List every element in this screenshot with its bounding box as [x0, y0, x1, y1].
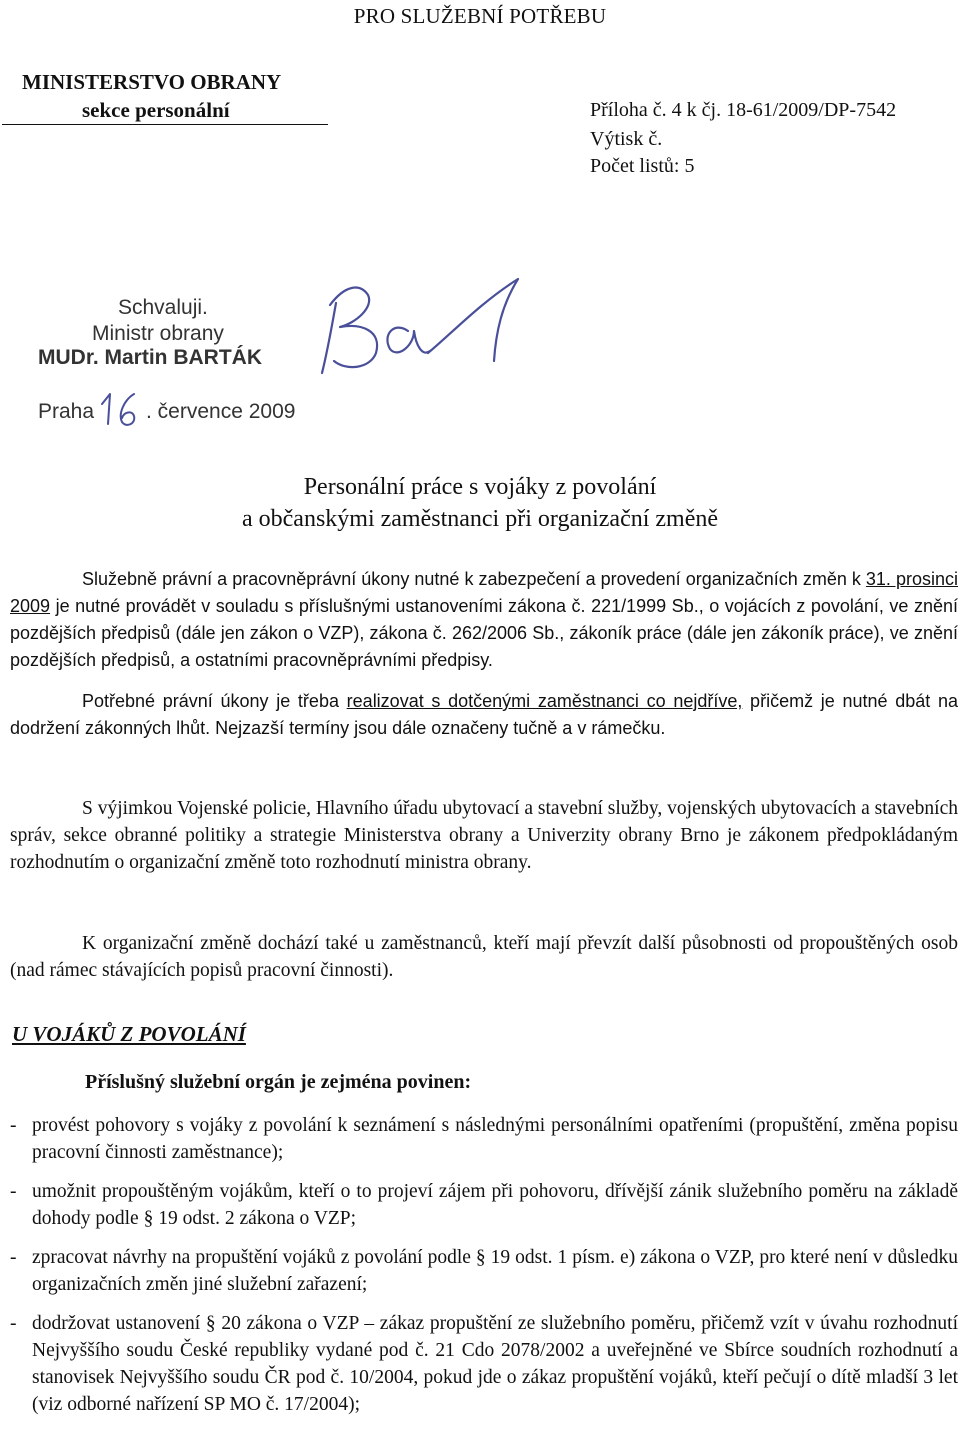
list-item-text: provést pohovory s vojáky z povolání k seznámení s následnými personálními opatřeními (propuštění, změna popisu pracovní činnosti zaměstnance); [32, 1115, 958, 1163]
paragraph-legal-basis [10, 566, 958, 674]
paragraph-text: Služebně právní a pracovněprávní úkony nutné k zabezpečení a provedení organizačních změn k [82, 569, 866, 589]
list-item-text: umožnit propouštěným vojákům, kteří o to projeví zájem při pohovoru, dřívější zánik služebního poměru na základě dohody podle § 19 odst. 2 zákona o VZP; [32, 1181, 958, 1229]
handwritten-signature [290, 265, 540, 385]
reference-number: Příloha č. 4 k čj. 18-61/2009/DP-7542 [590, 99, 897, 121]
copy-number: Výtisk č. [590, 128, 663, 150]
list-item-text: dodržovat ustanovení § 20 zákona o VZP – zákaz propuštění ze služebního poměru, přičemž vzít v úvahu rozhodnutí Nejvyššího soudu České republiky vydané pod č. 21 Cdo 2078/2002 a uveřejněné ve Sbírce soudních rozhodnutí a stanovisek Nejvyššího soudu ČR pod č. 10/2004, pokud jde o zákaz propuštění vojáků, kteří pečují o dítě mladší 3 let (viz odborné nařízení SP MO č. 17/2004); [32, 1313, 958, 1415]
paragraph-text: přičemž je nutné dbát na dodržení zákonných lhůt. Nejzazší termíny jsou dále označeny tučně a v rámečku. [10, 691, 958, 738]
deadline-date: 31. prosinci 2009 [10, 569, 958, 616]
approver-name: MUDr. Martin BARTÁK [38, 346, 262, 369]
ministry-name: MINISTERSTVO OBRANY [22, 70, 282, 94]
list-item: - dodržovat ustanovení § 20 zákona o VZP – zákaz propuštění ze služebního poměru, přičemž vzít v úvahu rozhodnutí Nejvyššího soudu České republiky vydané pod č. 21 Cdo 2078/2002 a uveřejněné ve Sbírce soudních rozhodnutí a stanovisek Nejvyššího soudu ČR pod č. 10/2004, pokud jde o zákaz propuštění vojáků, kteří pečují o dítě mladší 3 let (viz odborné nařízení SP MO č. 17/2004); [10, 1313, 958, 1415]
document-title-line-1: Personální práce s vojáky z povolání [303, 474, 657, 500]
document-title-line-2: a občanskými zaměstnanci při organizační změně [241, 506, 719, 532]
paragraph-text: K organizační změně dochází také u zaměstnanců, kteří mají převzít další působnosti od propouštěných osob (nad rámec stávajících popisů pracovní činnosti). [10, 933, 958, 981]
section-name: sekce personální [82, 98, 230, 122]
section-heading-military: U VOJÁKŮ Z POVOLÁNÍ [12, 1022, 246, 1046]
classification-label: PRO SLUŽEBNÍ POTŘEBU [353, 4, 607, 28]
list-item: - umožnit propouštěným vojákům, kteří o to projeví zájem při pohovoru, dřívější zánik služebního poměru na základě dohody podle § 19 odst. 2 zákona o VZP; [10, 1181, 958, 1229]
paragraph-text: Potřebné právní úkony je třeba [82, 691, 347, 711]
sheet-count: Počet listů: 5 [590, 155, 695, 177]
paragraph-text: S výjimkou Vojenské policie, Hlavního úřadu ubytovací a stavební služby, vojenských ubytovacích a stavebních správ, sekce obranné politiky a strategie Ministerstva obrany a Univerzity obrany Brno je zákonem předpokládaným rozhodnutím o organizační změně toto rozhodnutí ministra obrany. [10, 798, 958, 873]
approval-place: Praha [38, 400, 95, 423]
header-rule [2, 124, 328, 125]
approval-statement: Schvaluji. [118, 296, 208, 319]
paragraph-text: je nutné provádět v souladu s příslušnými ustanoveními zákona č. 221/1999 Sb., o vojácích z povolání, ve znění pozdějších předpisů (dále jen zákon o VZP), zákona č. 262/2006 Sb., zákoník práce (dále jen zákoník práce), ve znění pozdějších předpisů, a ostatními pracovněprávními předpisy. [10, 596, 958, 670]
approval-date: . července 2009 [146, 400, 296, 423]
paragraph-scope [10, 930, 958, 984]
list-item: - zpracovat návrhy na propuštění vojáků z povolání podle § 19 odst. 1 písm. e) zákona o VZP, pro které není v důsledku organizačních změn jiné služební zařazení; [10, 1247, 958, 1295]
handwritten-day [96, 388, 146, 432]
approver-role: Ministr obrany [92, 322, 224, 345]
list-item-text: zpracovat návrhy na propuštění vojáků z povolání podle § 19 odst. 1 písm. e) zákona o VZP, pro které není v důsledku organizačních změn jiné služební zařazení; [32, 1247, 958, 1295]
duties-list [10, 1112, 958, 1430]
underlined-phrase: realizovat s dotčenými zaměstnanci co nejdříve, [346, 691, 743, 711]
paragraph-deadlines [10, 688, 958, 742]
paragraph-exceptions [10, 795, 958, 876]
duties-intro: Příslušný služební orgán je zejména povinen: [85, 1071, 472, 1093]
list-item: - provést pohovory s vojáky z povolání k seznámení s následnými personálními opatřeními (propuštění, změna popisu pracovní činnosti zaměstnance); [10, 1115, 958, 1163]
